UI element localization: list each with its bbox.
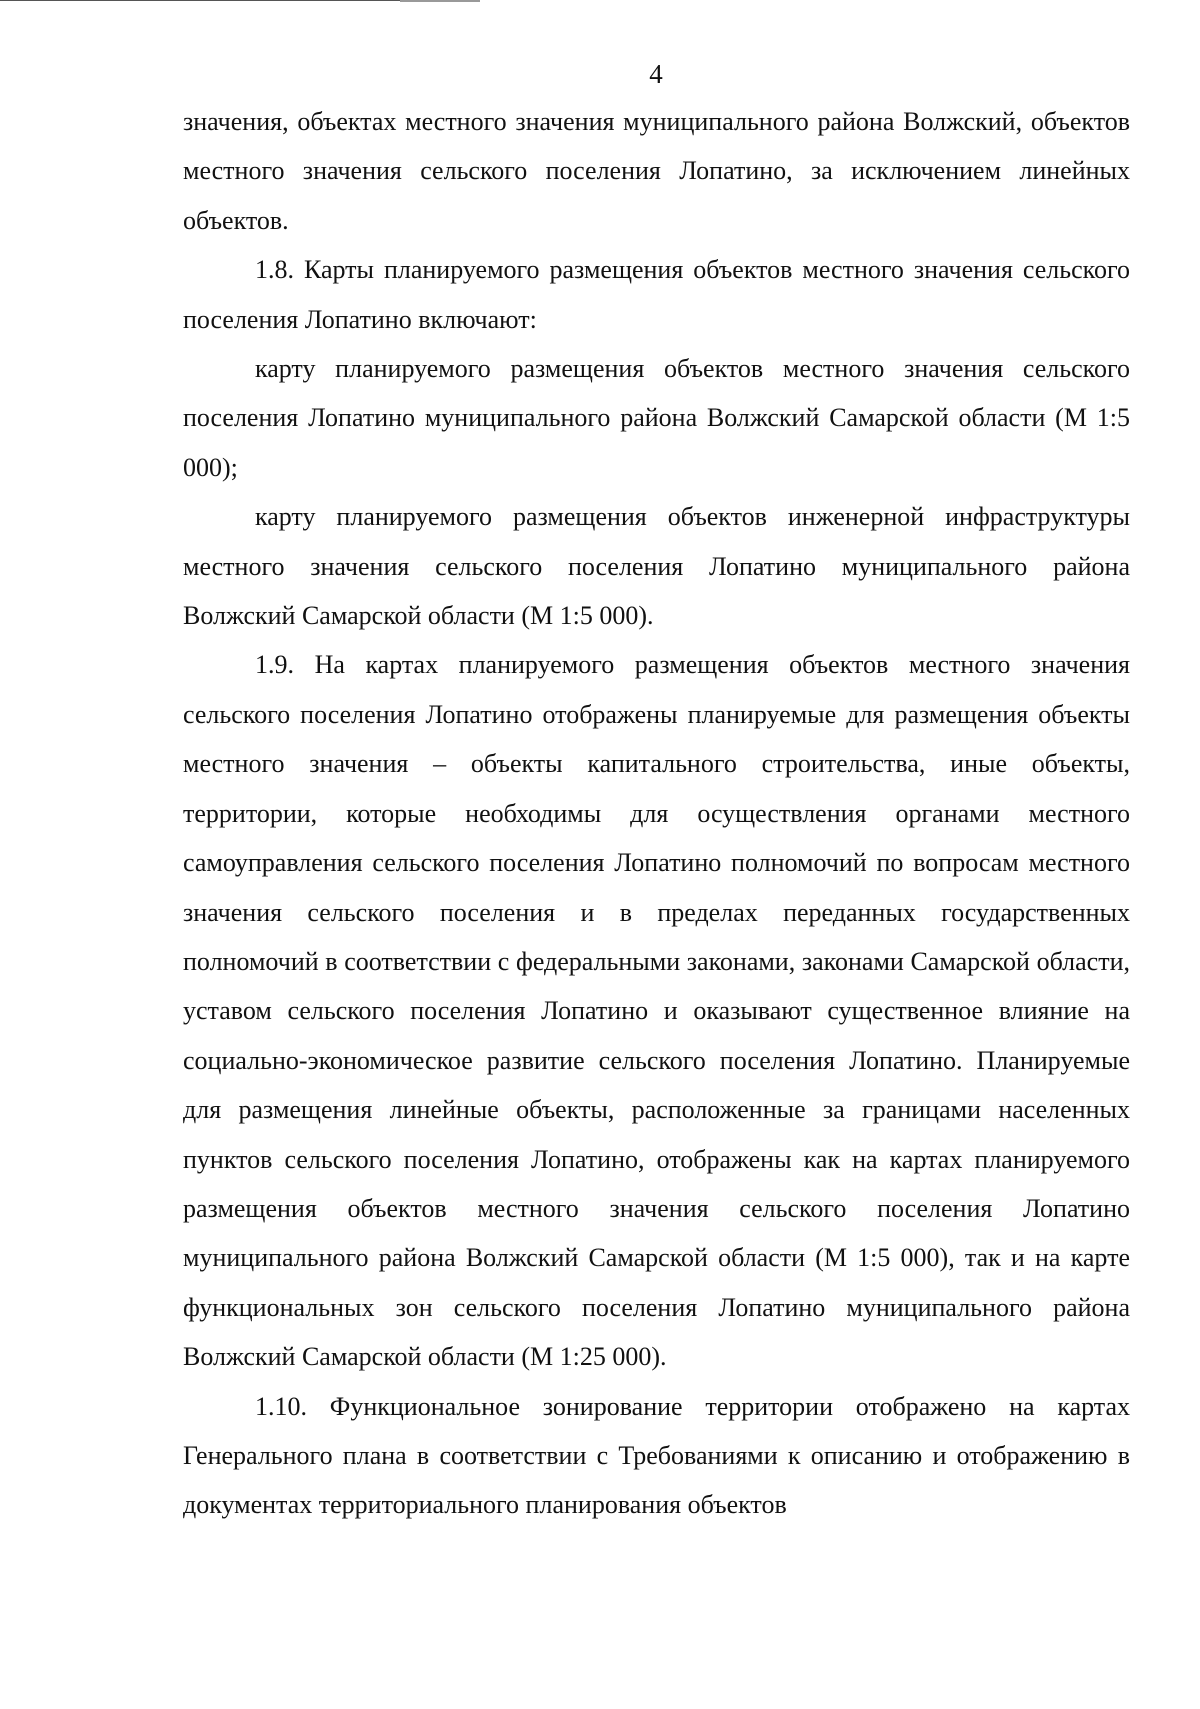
paragraph-map-local: карту планируемого размещения объектов местного значения сельского поселения Лопатино муниципального района Волжский Самарской области (М 1:5 000);: [183, 354, 1130, 482]
paragraph-1-9: 1.9. На картах планируемого размещения объектов местного значения сельского поселения Лопатино отображены планируемые для размещения объекты местного значения – объекты капитального строительства, иные объекты, территории, которые необходимы для осуществления органами местного самоуправления сельского поселения Лопатино полномочий по вопросам местного значения сельского поселения и в пределах переданных государственных полномочий в соответствии с федеральными законами, законами Самарской области, уставом сельского поселения Лопатино и оказывают существенное влияние на социально-экономическое развитие сельского поселения Лопатино. Планируемые для размещения линейные объекты, расположенные за границами населенных пунктов сельского поселения Лопатино, отображены как на картах планируемого размещения объектов местного значения сельского поселения Лопатино муниципального района Волжский Самарской области (М 1:5 000), так и на карте функциональных зон сельского поселения Лопатино муниципального района Волжский Самарской области (М 1:25 000).: [183, 650, 1130, 1372]
paragraph-1-8: 1.8. Карты планируемого размещения объектов местного значения сельского поселения Лопатино включают:: [183, 255, 1130, 334]
paragraph-map-engineering: карту планируемого размещения объектов инженерной инфраструктуры местного значения сельского поселения Лопатино муниципального района Волжский Самарской области (М 1:5 000).: [183, 502, 1130, 631]
document-body: [183, 97, 1130, 1530]
paragraph-continuation: значения, объектах местного значения муниципального района Волжский, объектов местного значения сельского поселения Лопатино, за исключением линейных объектов.: [183, 107, 1130, 235]
scan-edge-mark: [400, 0, 480, 2]
paragraph-1-10: 1.10. Функциональное зонирование территории отображено на картах Генерального плана в соответствии с Требованиями к описанию и отображению в документах территориального планирования объектов: [183, 1391, 1130, 1520]
page-number: 4: [649, 59, 663, 89]
